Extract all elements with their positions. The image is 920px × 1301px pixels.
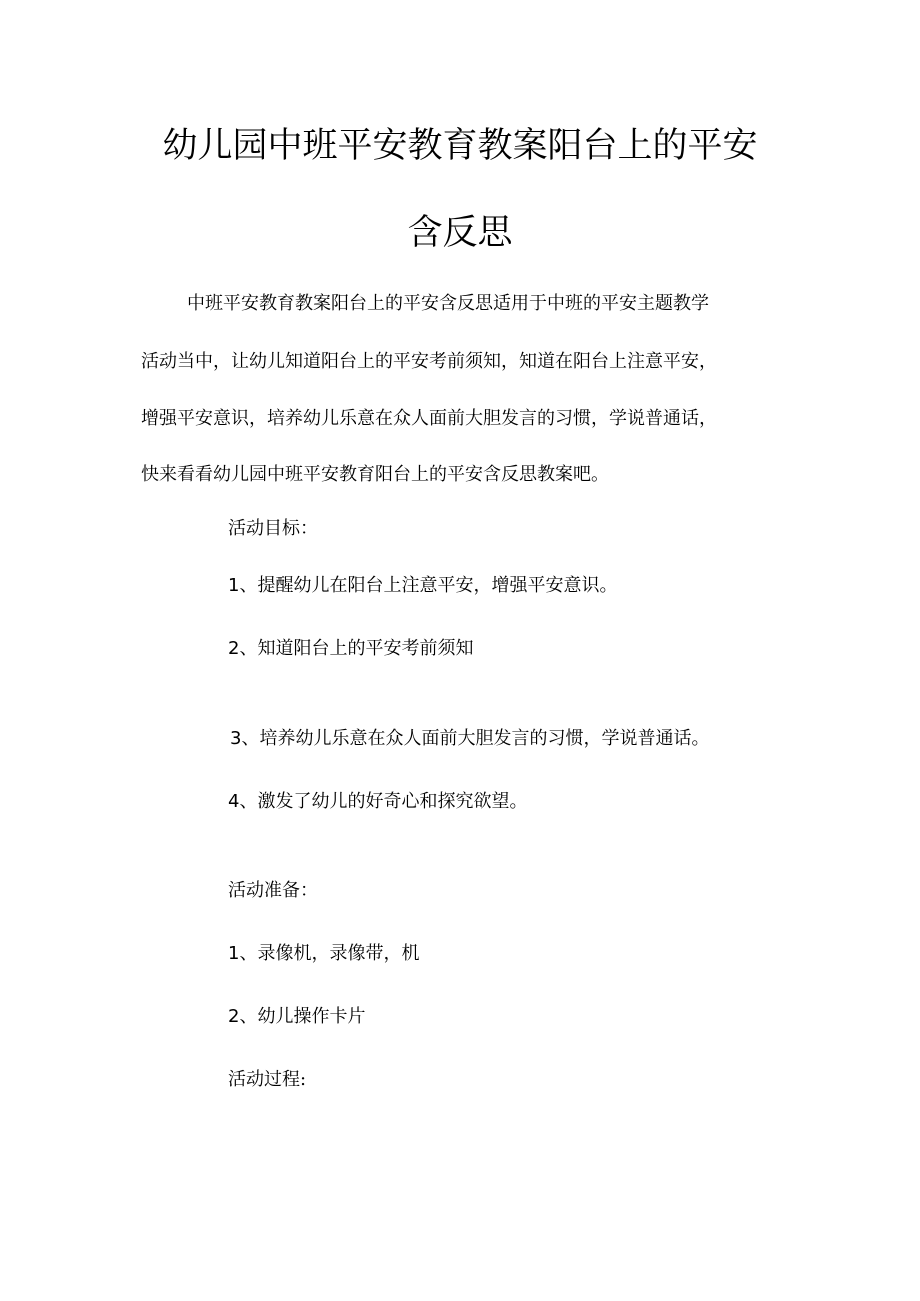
goal-item-number: 3 (230, 728, 242, 749)
goal-item-text: 、知道阳台上的平安考前须知 (239, 638, 474, 659)
intro-paragraph-line-2: 活动当中，让幼儿知道阳台上的平安考前须知，知道在阳台上注意平安， (141, 351, 717, 372)
goal-item-text: 、提醒幼儿在阳台上注意平安，增强平安意识。 (239, 575, 618, 596)
process-heading: 活动过程: (228, 1069, 307, 1090)
preparation-item (228, 943, 419, 965)
intro-paragraph-line-1: 中班平安教育教案阳台上的平安含反思适用于中班的平安主题教学 (187, 293, 709, 314)
goal-item (230, 728, 709, 750)
goal-item (228, 638, 473, 660)
goal-item-number: 2 (228, 638, 240, 659)
goals-heading: 活动目标： (228, 518, 318, 539)
intro-paragraph-line-4: 快来看看幼儿园中班平安教育阳台上的平安含反思教案吧。 (141, 464, 609, 485)
goal-item-text: 、培养幼儿乐意在众人面前大胆发言的习惯，学说普通话。 (241, 728, 710, 749)
goal-item-text: 、激发了幼儿的好奇心和探究欲望。 (239, 791, 528, 812)
goal-item (228, 791, 527, 813)
preparation-heading: 活动准备： (228, 880, 318, 901)
goal-item (228, 575, 617, 597)
intro-paragraph-line-3: 增强平安意识，培养幼儿乐意在众人面前大胆发言的习惯，学说普通话， (141, 408, 717, 429)
preparation-item-number: 2 (228, 1006, 240, 1027)
document-title-line-1: 幼儿园中班平安教育教案阳台上的平安 (162, 126, 758, 166)
preparation-item-number: 1 (228, 943, 240, 964)
document-title-line-2: 含反思 (407, 213, 513, 253)
goal-item-number: 1 (228, 575, 240, 596)
preparation-item-text: 、幼儿操作卡片 (239, 1006, 366, 1027)
preparation-item-text: 、录像机，录像带，机 (239, 943, 420, 964)
preparation-item (228, 1006, 365, 1028)
goal-item-number: 4 (228, 791, 240, 812)
